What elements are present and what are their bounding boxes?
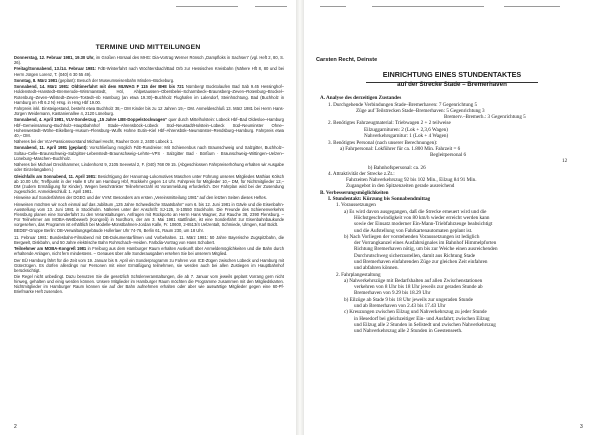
article-line: a) Nahverkehrszüge mit Bedarfshalten auf allen Zwischenstationen xyxy=(344,278,483,284)
announcement-text: Nürnberg! Bocktolaufen Bad Sab 9.45 Hessinghof–Holdenstedt–Hanstedt–Bremerode–Wirsmanstedt, Höl, Ahlpetaussen–Obersbelei–Scharmbeck–Braunsberg–Zeven–Rotenburg–Brockel–Rotenburg–Zeven–Wilstedt–Zeven–Tostedt–nb Hamburg (an etwa 19.30)–Buchholz Flughafen im Lalendorf, Steinhöchtung. Bad (Buchholz in Hamburg im Hft 6.2 N) Hrsg. in Hrsg Hbf 19.00. xyxy=(14,84,284,105)
announcement-text: Der BÜ Hamburg fährt für die Zeit vom 19. Januar bis 9. April ein Sonderprogramm zu Fahren von ICE-Zügen zwischen Lübeck und Hamburg mit Güterzügen. Es dürfen allerdings nur Personen mit einer Ermäßigung teilnehmen, sie werden auch bei allen Zustiegen im Hauptbahnhof berücksichtigt. xyxy=(14,257,284,273)
announcement-text: (geplant): Besuch der Museumseisenbahn Minden–Bückeburg. xyxy=(57,77,175,83)
article-line: 1. Durchgehende Verbindungen Stade–Bremerhaven: 7 Gegenrichtung 5 xyxy=(328,102,478,108)
article-line: Begleitpersonal 6 xyxy=(430,152,467,158)
announcement-date: Sonntag, 8. März 1981 xyxy=(14,77,58,83)
article-line: B. Verbesserungsmöglichkeiten xyxy=(320,190,389,196)
announcement-item xyxy=(14,145,284,160)
article-line: in Hesedorf bei gleichzeitiger Ein- und Ausfahrt; zwischen Eilzug xyxy=(354,316,490,322)
article-line: b) Bahnhofspersonal: ca. 26 xyxy=(368,165,426,171)
article-line: 4. Attraktivität der Strecke z.Zt.: xyxy=(328,171,395,177)
section-title: TERMINE UND MITTEILUNGEN xyxy=(95,44,201,51)
announcement-item xyxy=(14,228,284,233)
announcement-item xyxy=(14,274,284,294)
article-line: verkehren von 8 Uhr bis 18 Uhr jeweils zur geraden Stunde ab xyxy=(354,284,483,290)
announcement-text: FdE-Winterfahrt nach Wöchtersbach/Bad Orb zur Hessischen Kreisbahn (Nähere Hft 8, 80 und bei Herrn Jürgen Lorenz, T. (040) 6 30 55 49). xyxy=(14,66,284,77)
article-author: Carsten Recht, Deinste xyxy=(316,57,378,63)
article-line: Nahverkehrsgarnitur: 1 (Lok + 4 Wagen) xyxy=(364,133,449,139)
article-line: Bremerv.–Bremerh.: 3 Gegenrichtung 5 xyxy=(444,114,526,120)
article-line: Eilzuggarnituren: 2 (Lok + 2,3,6 Wagen) xyxy=(364,127,448,133)
announcement-text: Vorschließung möglich FdE-Rundreise: Mit Schienenbus nach Braunschweig und Salzgitter, Buchholz–Soltau–Celle–Braunschweig–Salzgitter-Lebenstedt–Braunschweig–Lehrte–VPS · Salzgitter Bad · Börßum · Braunschweig–Wittingen–Uelzen–Lüneburg–Maschen–Buchholz. xyxy=(14,145,285,161)
article-line: Bremerhaven von 9.29 bis 18.29 Uhr xyxy=(354,290,431,296)
page-number: 2 xyxy=(14,424,17,430)
announcement-item xyxy=(14,202,284,227)
article-line: 2. Fahrplangestaltung xyxy=(336,272,381,278)
announcement-item xyxy=(14,84,284,104)
article-line: und Bremerhaven einfahrenden Züge zur gleichen Zeit einfahren xyxy=(354,259,488,265)
article-line: b) Eilzüge ab Stade 9 bis 18 Uhr jeweils zur ungeraden Stunde xyxy=(344,297,473,303)
article-line: sowie der Einsatz moderner Ein-Mann-Triebfahrzeuge beabsichtigt xyxy=(354,221,493,227)
article-line: a) Es wird davon ausgegangen, daß die Strecke erneuert wird und die xyxy=(344,209,487,215)
article-line: und Nahverkehrszug alle 2 Stunden in Geestenseeth. xyxy=(354,328,463,334)
article-line: Züge auf Teilstrecken Stade–Bremerhaven: 5 Gegenrichtung 3 xyxy=(356,108,485,114)
announcement-text: Besichtigung der Hanomag-Lokomotives Maschen unter Führung unseres Mitgliedes Mathias Kölsch ab 10.00 Uhr, Treffpunkt in der Halle 8 Uhr am Hamburg Hbf, Rückkehr gegen 14 Uhr. Fahrpreis für Mitglieder 10,– DM, für Nichtmitglieder 12,– DM (zudem Ermäßigung für Kinder). Wegen beschränkter Teilnehmerzahl ist Voranmeldung erforderlich. Der Fahrplan wird bei der Zusendung zugeschickt. Anmeldeschluß: 1. April 1981. xyxy=(14,173,284,194)
announcement-text: Hinweise auf Sonderfahrten der DGEG und der VVM: Besonders am ersten „Vereinsmitteilung 1981“ auf den letzten Seiten dieses Heftes. xyxy=(14,195,267,201)
article-line: und ab Bremerhaven von 2.43 bis 17.43 Uhr xyxy=(354,303,446,309)
article-line: b) Nach Vorliegen der vorstehenden Voraussetzungen ist lediglich xyxy=(344,234,480,240)
announcement-text: quer durch Mittelholstein: Lübeck Hbf–Bad Oldesloe–Hamburg Hbf–Gemeinsamung–Buchholz–Hauptbahnhof Stade–Ahrensböck–Lübeck Süd–Neustadt/Holstein–Lübeck Süd–Neuminster Ohne–Hohenwestedt–Wöhe–Eikelberg–Husum–Flensburg–Wulfs Hohne Eutin–Kiel Hbf–Ahrensbök–Neumünster–Rendsburg–Hamburg. Fahrpreis etwa 40,– DM. xyxy=(14,117,284,138)
announcement-text: in Freiburg aus dem Hamburger Raum erhalten Auskunft über Anmeldemöglichkeiten und die Bahn durch erhaltende Anlagen, nicht fern mindestens. – Genaues über alle Sonderausgaben ersehen Sie bei unserem Mitglied. xyxy=(14,246,284,257)
article-line: Höchstgeschwindigkeit von 80 km/h wieder erreicht werden kann xyxy=(354,215,490,221)
article-heading xyxy=(304,70,600,89)
announcement-item xyxy=(14,106,284,116)
announcement-date: Freitag/Sonnabend, 13./14. Februar 1981: xyxy=(14,66,97,72)
announcement-item xyxy=(14,195,284,200)
page-gutter xyxy=(296,0,304,435)
article-line: 3. Benötigtes Personal (nach unserer Berechnungen): xyxy=(328,140,438,146)
article-line: A. Analyse des derzeitigen Zustandes xyxy=(320,95,402,101)
article-line: 1. Voraussetzungen xyxy=(336,202,376,208)
announcement-item xyxy=(14,66,284,76)
article-line: Richtung Bremerhaven nötig, um bis zur Weiche einen ausreichenden xyxy=(354,246,498,252)
scan-mark xyxy=(372,6,484,7)
announcement-date: Gleichfalls am Sonnabend, 11. April 1981: xyxy=(14,173,97,179)
announcement-item xyxy=(14,235,284,245)
announcement-date: Teilnehmer am MOBA-Kongreß 1981 xyxy=(14,246,87,252)
article-line: und Eilzug alle 2 Stunden in Sellstedt und zwischen Nahverkehrszug xyxy=(354,322,496,328)
article-line: 12 xyxy=(562,158,568,164)
article-line: 2. Benötigtes Fahrzeugmaterial: Triebwagen 2 + 2 teilweise xyxy=(328,120,451,126)
article-line: a) Fahrpersonal: Lokführer für ca. 1.800 Min. Fahrzeit = 6 xyxy=(340,146,461,152)
scan-mark xyxy=(255,6,287,7)
scan-mark xyxy=(320,6,346,7)
announcement-item xyxy=(14,55,284,65)
article-line: c) Kreuzungen zwischen Eilzug und Nahverkehrszug zu jeder Stunde xyxy=(344,309,487,315)
announcement-date: Donnerstag, 12. Februar 1981, 19.30 Uhr, xyxy=(14,55,95,60)
article-line: Durchrutschweg sicherzustellen, damit aus Richtung Stade xyxy=(354,253,476,259)
announcement-item xyxy=(14,246,284,256)
announcement-date: Sonnabend, 14. März 1981: Oldtimerfahrt mit dem MUWAG F 115 der BHE bis 721 xyxy=(14,84,184,90)
right-page xyxy=(304,0,600,435)
announcement-list xyxy=(14,55,284,296)
announcement-text: im Großen Hörsaal des MHG: Dia-Vortrag Werner Rönsch „Dampfloks in Sachsen“ (vgl. Heft 2, 80, S. 26). xyxy=(14,55,284,66)
announcement-item xyxy=(14,258,284,273)
title-underline xyxy=(366,82,538,83)
scan-mark xyxy=(504,6,560,7)
announcement-item xyxy=(14,139,284,144)
page-number: 3 xyxy=(580,424,583,430)
article-line: der Vorrangkanzel eines Ausfahrsignales im Bahnhof Himmelpforten xyxy=(354,240,497,246)
article-line: I. Stundentakt: Kürzung bis Sonnabendmittag xyxy=(328,196,431,202)
article-line: Zugangebot in den Spitzenzeiten gerade ausreichend xyxy=(346,183,455,189)
announcement-date: Sonnabend, 11. April 1981 (geplant): xyxy=(14,145,88,151)
scan-mark xyxy=(176,6,238,7)
article-subtitle: auf der Strecke Stade – Bremerhaven xyxy=(397,80,507,88)
article-line: und die Aufstellung von Fahrkartenautomaten geplant ist. xyxy=(354,228,473,234)
announcement-text: BEDEF-Gruppe Berlin: DB-Verwaltungsgebäude Hollerlaer Uhr 74-76, Berlin 61, Raum 230, um 18 Uhr. xyxy=(14,228,204,234)
article-line: Fahrzeiten Nahverkehrszug 92 bis 102 Min., Eilzug 84 91 Min. xyxy=(346,177,477,183)
announcement-date: Sonnabend, 4. April 1981, VLV-Sonderzug „15 Jahre LBE-Doppelstockwagen“ xyxy=(14,117,168,123)
announcement-text: Fahrpreis inkl. Einsteigestand, besteht etwa Buchholz 38,– DM Kinder bis zu 12 Jahren 19,– DM. Anmeldeschluß 13. März 1981 bei Herrn Hans-Jürgen Weidemann, Kastanienallee 4, 2120 Lüneburg. xyxy=(14,105,284,117)
announcement-item xyxy=(14,162,284,172)
announcement-text: Hinweisen möchten wir noch einmal auf das Jubiläum „125 Jahre Schwedische Staatsbahn“ vom 6. bis 12. Juni 1981 in Gävle und die Eisenbahn-Ausstellung vom 13. Juni 1981 in Stockholm. Näheres unter der Anschrift: SJ-125, S-10550 Stockholm. Die Freunde des Schienenverkehrs Flensburg planen eine Sonderfahrt zu den Veranstaltungen. Anfragen mit Rückporto an Herrn Hans Wagner, Zur Rauche 38, 2390 Flensburg. – Für Teilnehmer am MOBA-Wettbewerb (Kongreß) in Nordhorn, der am 3. Mai 1981 stattfindet, ist eine Sonderfahrt zur Eisenbahnbaukunde vorgesehen, das Programm ist erhältlich bei Modelle-Münstbahnen-Jordan Kalle, Fr. 10600, 2-6513/4 Uelzentalt, Schmiede, Ulmgen, Karl Boldt. xyxy=(14,201,284,227)
announcement-text: Näheres bei der VLV-Passionsvorstand Michael Hecht, Rauher Dorn 2, 2400 Lübeck 1. xyxy=(14,139,174,145)
announcement-text: Näheres bei Michael Dreckhammer, Lindenhorst 9, 2105 Seevetal 2, F. (040) 768 09 15. (Abgeschlossen Fahrpreiserhöhung erhalten wir Ausgabe oder Einzelangaben.) xyxy=(14,162,284,173)
article-title: EINRICHTUNG EINES STUNDENTAKTES xyxy=(382,70,522,79)
announcement-item xyxy=(14,174,284,194)
announcement-text: 11. Februar 1981: Bundesbahn-Filmabend mit DB-Dokumentarfilmen und Vorbehalten. 11. März 1981: 50 Jahre Bayerische Zugspitzbahn, die Bergwelt, Diskbahn, und 50 Jahre elektrische Bahn Rohrschach–Heiden. Farbdia-Vortrag von Hans Schobert. xyxy=(14,234,284,245)
announcement-item xyxy=(14,78,284,83)
announcement-item xyxy=(14,117,284,137)
article-line: und abfahren können. xyxy=(354,265,399,271)
announcement-text: Die Regel nicht unbedingt. Dazu benutzen Sie die gesetzlich Schülerveranstaltungen, die ab 7. Januar vom jeweils geplant Vorrang gern nicht hinweg, gehalten und einig werden können. Unsere Mitglieder im Hamburger Raum möchten die Programme zusammen mit den Mitgliedskarten. Nichtmitglieder im Hamburger Raum können sie auf der Bahn aufnehmen erhalten oder aber wie auswärtige Mitglieder gegen eine 60-Pf-Briefmarke Heft zusenden. xyxy=(14,274,284,295)
left-page xyxy=(0,0,296,435)
